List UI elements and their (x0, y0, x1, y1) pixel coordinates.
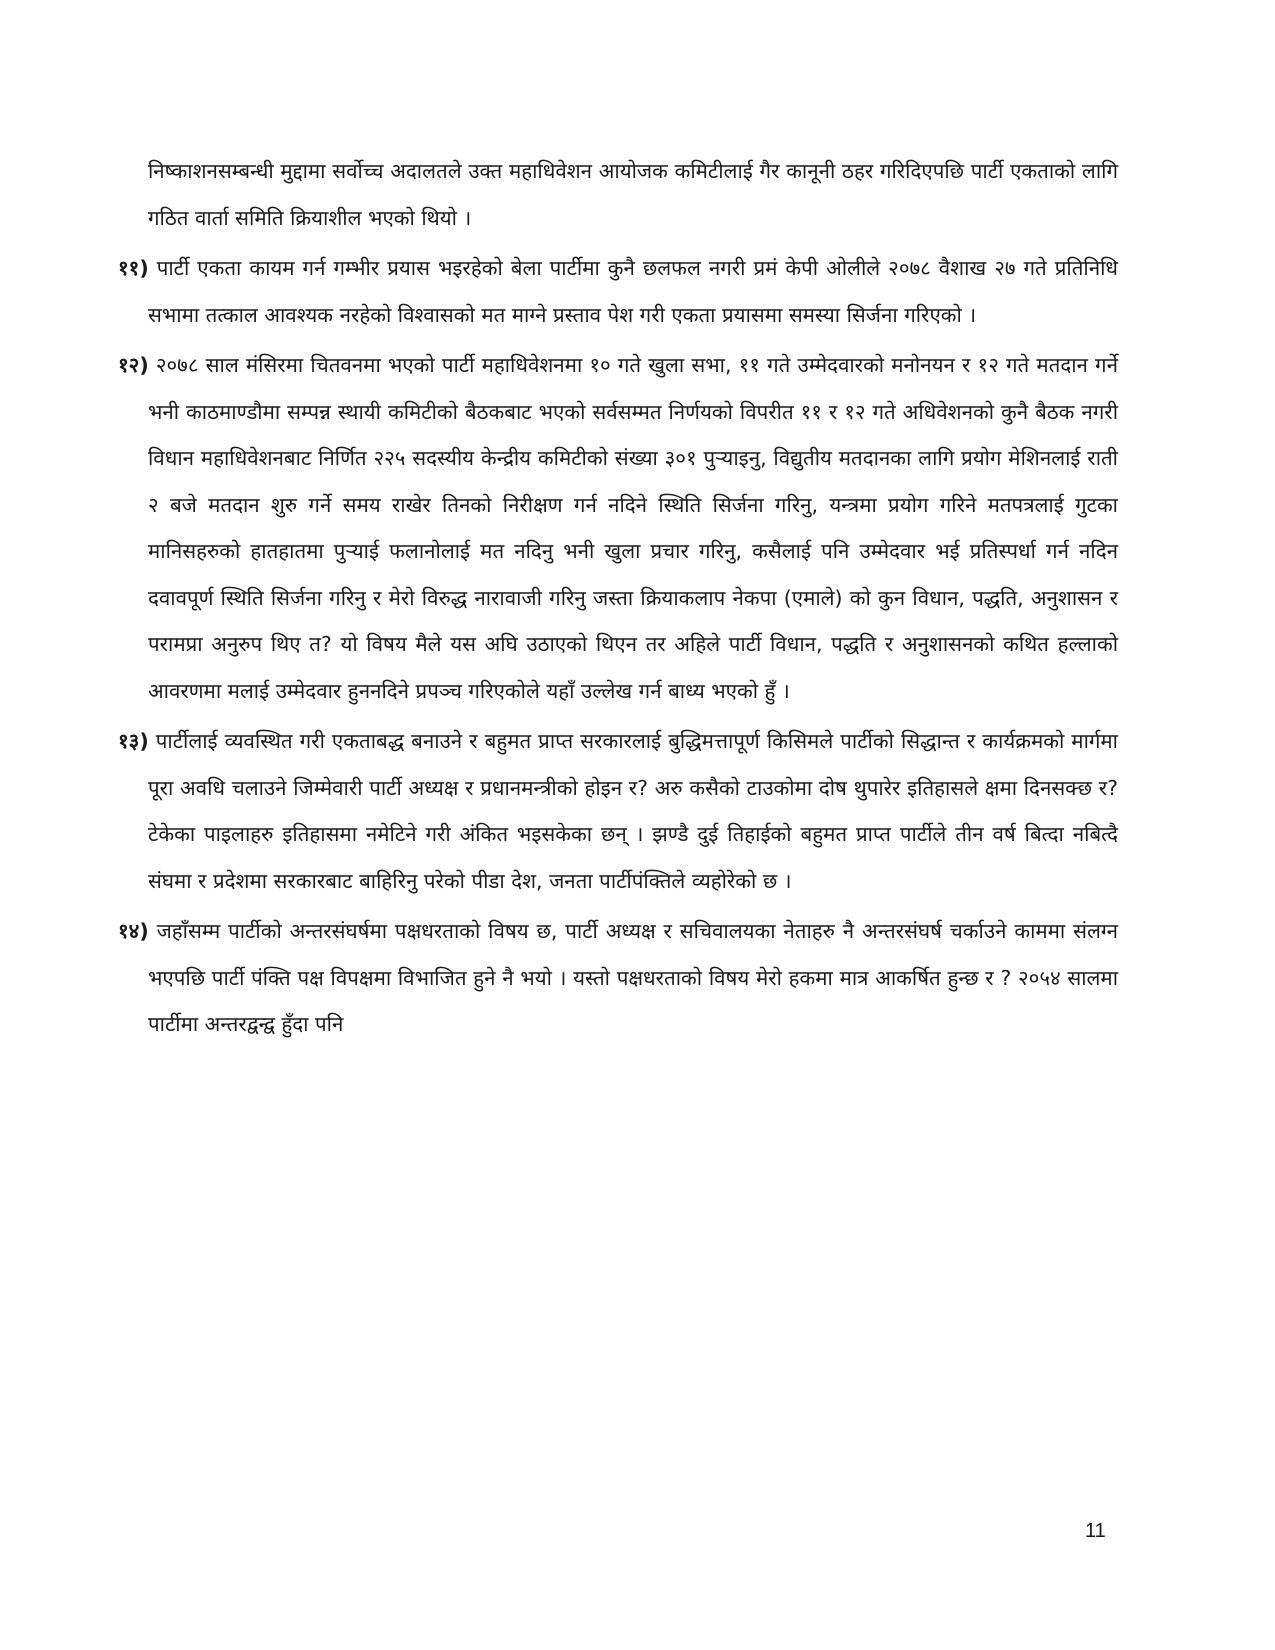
paragraph-text: जहाँसम्म पार्टीको अन्तरसंघर्षमा पक्षधरताको विषय छ, पार्टी अध्यक्ष र सचिवालयका नेताहरु नै अन्तरसंघर्ष चर्काउने काममा संलग्न भएपछि पार्टी पंक्ति पक्ष विपक्षमा विभाजित हुने नै भयो । यस्तो पक्षधरताको विषय मेरो हकमा मात्र आकर्षित हुन्छ र ? २०५४ सालमा पार्टीमा अन्तरद्वन्द्व हुँदा पनि (148, 919, 1118, 1036)
paragraph-text: निष्काशनसम्बन्धी मुद्दामा सर्वोच्च अदालतले उक्त महाधिवेशन आयोजक कमिटीलाई गैर कानूनी ठहर गरिदिएपछि पार्टी एकताको लागि गठित वार्ता समिति क्रियाशील भएको थियो । (148, 159, 1118, 230)
paragraph-11 (118, 245, 1118, 338)
paragraph-14 (118, 908, 1118, 1048)
paragraph-text: पार्टी एकता कायम गर्न गम्भीर प्रयास भइरहेको बेला पार्टीमा कुनै छलफल नगरी प्रमं केपी ओलीले २०७८ वैशाख २७ गते प्रतिनिधि सभामा तत्काल आवश्यक नरहेको विश्वासको मत माग्ने प्रस्ताव पेश गरी एकता प्रयासमा समस्या सिर्जना गरिएको । (148, 256, 1118, 327)
page-number: 11 (1085, 1520, 1106, 1542)
paragraph-number: १३) (118, 729, 149, 753)
paragraph-number: १४) (118, 919, 149, 943)
paragraph-13 (118, 718, 1118, 904)
paragraph-number: ११) (118, 256, 149, 280)
paragraph-number: १२) (118, 353, 149, 377)
document-body (118, 148, 1118, 1052)
paragraph-continuation (118, 148, 1118, 241)
paragraph-text: पार्टीलाई व्यवस्थित गरी एकताबद्ध बनाउने र बहुमत प्राप्त सरकारलाई बुद्धिमत्तापूर्ण किसिमले पार्टीको सिद्धान्त र कार्यक्रमको मार्गमा पूरा अवधि चलाउने जिम्मेवारी पार्टी अध्यक्ष र प्रधानमन्त्रीको होइन र? अरु कसैको टाउकोमा दोष थुपारेर इतिहासले क्षमा दिनसक्छ र? टेकेका पाइलाहरु इतिहासमा नमेटिने गरी अंकित भइसकेका छन् । झण्डै दुई तिहाईको बहुमत प्राप्त पार्टीले तीन वर्ष बित्दा नबित्दै संघमा र प्रदेशमा सरकारबाट बाहिरिनु परेको पीडा देश, जनता पार्टीपंक्तिले व्यहोरेको छ । (148, 729, 1118, 893)
paragraph-12 (118, 342, 1118, 714)
paragraph-text: २०७८ साल मंसिरमा चितवनमा भएको पार्टी महाधिवेशनमा १० गते खुला सभा, ११ गते उम्मेदवारको मनोनयन र १२ गते मतदान गर्ने भनी काठमाण्डौमा सम्पन्न स्थायी कमिटीको बैठकबाट भएको सर्वसम्मत निर्णयको विपरीत ११ र १२ गते अधिवेशनको कुनै बैठक नगरी विधान महाधिवेशनबाट निर्णित २२५ सदस्यीय केन्द्रीय कमिटीको संख्या ३०१ पुर्‍याइनु, विद्युतीय मतदानका लागि प्रयोग मेशिनलाई राती २ बजे मतदान शुरु गर्ने समय राखेर तिनको निरीक्षण गर्न नदिने स्थिति सिर्जना गरिनु, यन्त्रमा प्रयोग गरिने मतपत्रलाई गुटका मानिसहरुको हातहातमा पुर्‍याई फलानोलाई मत नदिनु भनी खुला प्रचार गरिनु, कसैलाई पनि उम्मेदवार भई प्रतिस्पर्धा गर्न नदिन दवावपूर्ण स्थिति सिर्जना गरिनु र मेरो विरुद्ध नारावाजी गरिनु जस्ता क्रियाकलाप नेकपा (एमाले) को कुन विधान, पद्धति, अनुशासन र परामप्रा अनुरुप थिए त? यो विषय मैले यस अघि उठाएको थिएन तर अहिले पार्टी विधान, पद्धति र अनुशासनको कथित हल्लाको आवरणमा मलाई उम्मेदवार हुननदिने प्रपञ्च गरिएकोले यहाँ उल्लेख गर्न बाध्य भएको हुँ । (148, 353, 1118, 703)
